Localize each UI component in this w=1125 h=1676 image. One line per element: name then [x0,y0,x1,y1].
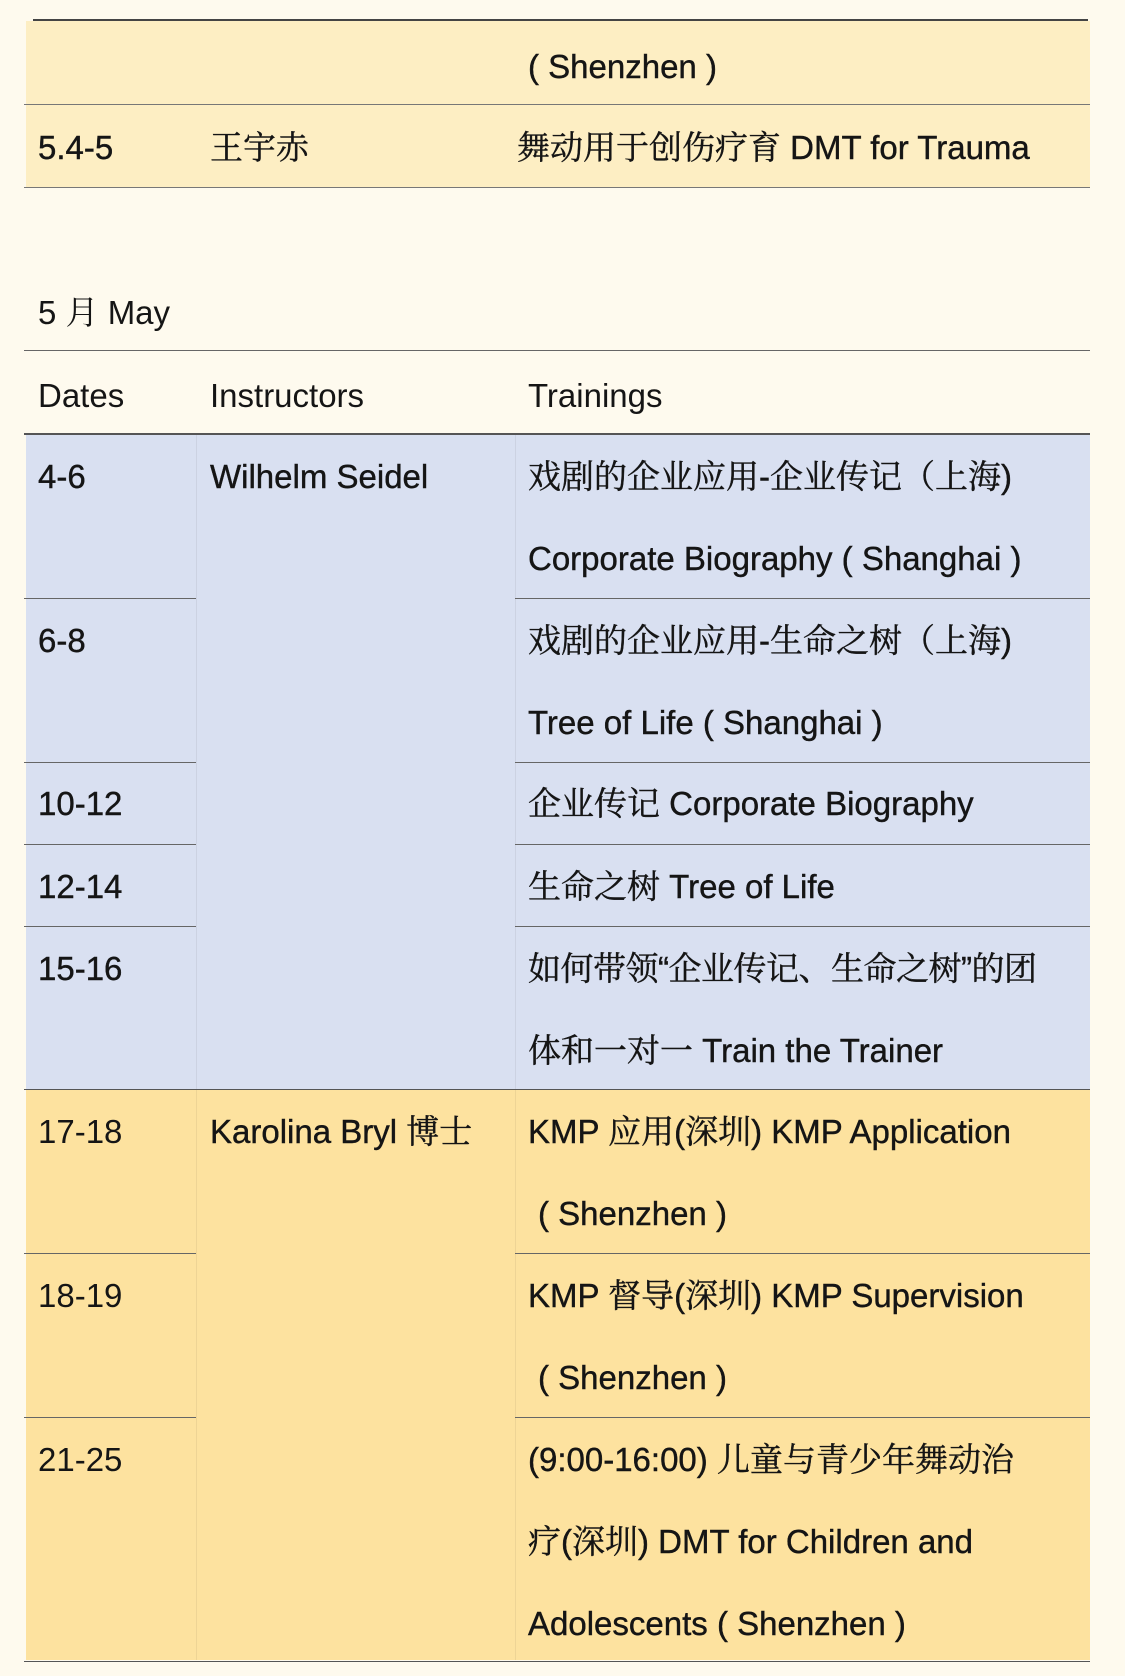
training-4-6-line-1: 戏剧的企业应用-企业传记（上海) [528,458,1012,495]
training-17-18-line-2: ( Shenzhen ) [538,1195,727,1232]
date-17-18: 17-18 [38,1113,123,1150]
training-6-8-line-2: Tree of Life ( Shanghai ) [528,704,883,741]
date-6-8: 6-8 [38,622,86,659]
block-2-instructor: Karolina Bryl 博士 [210,1113,473,1150]
header-trainings: Trainings [528,377,663,414]
training-15-16-line-1: 如何带领“企业传记、生命之树”的团 [528,950,1037,987]
training-17-18-line-1: KMP 应用(深圳) KMP Application [528,1113,1011,1150]
training-10-12-line-1: 企业传记 Corporate Biography [528,785,974,822]
date-4-6: 4-6 [38,458,86,495]
training-15-16-line-2: 体和一对一 Train the Trainer [528,1032,944,1069]
date-10-12: 10-12 [38,785,123,822]
top-row-2-instructor: 王宇赤 [210,129,309,166]
training-12-14-line-1: 生命之树 Tree of Life [528,868,835,905]
date-18-19: 18-19 [38,1277,123,1314]
header-dates: Dates [38,377,125,414]
training-21-25-line-2: 疗(深圳) DMT for Children and [528,1523,974,1560]
date-12-14: 12-14 [38,868,123,905]
date-21-25: 21-25 [38,1441,123,1478]
training-18-19-line-1: KMP 督导(深圳) KMP Supervision [528,1277,1024,1314]
training-18-19-line-2: ( Shenzhen ) [538,1359,727,1396]
training-4-6-line-2: Corporate Biography ( Shanghai ) [528,540,1022,577]
date-15-16: 15-16 [38,950,123,987]
section-title: 5 月 May [38,294,171,331]
training-21-25-line-1: (9:00-16:00) 儿童与青少年舞动治 [528,1441,1014,1478]
top-row-1-training: ( Shenzhen ) [528,48,717,85]
top-row-2-training: 舞动用于创伤疗育 DMT for Trauma [517,129,1030,166]
training-6-8-line-1: 戏剧的企业应用-生命之树（上海) [528,622,1012,659]
block-1-instructor: Wilhelm Seidel [210,458,429,495]
training-21-25-line-3: Adolescents ( Shenzhen ) [528,1605,906,1642]
header-instructors: Instructors [210,377,365,414]
top-row-2-date: 5.4-5 [38,129,114,166]
